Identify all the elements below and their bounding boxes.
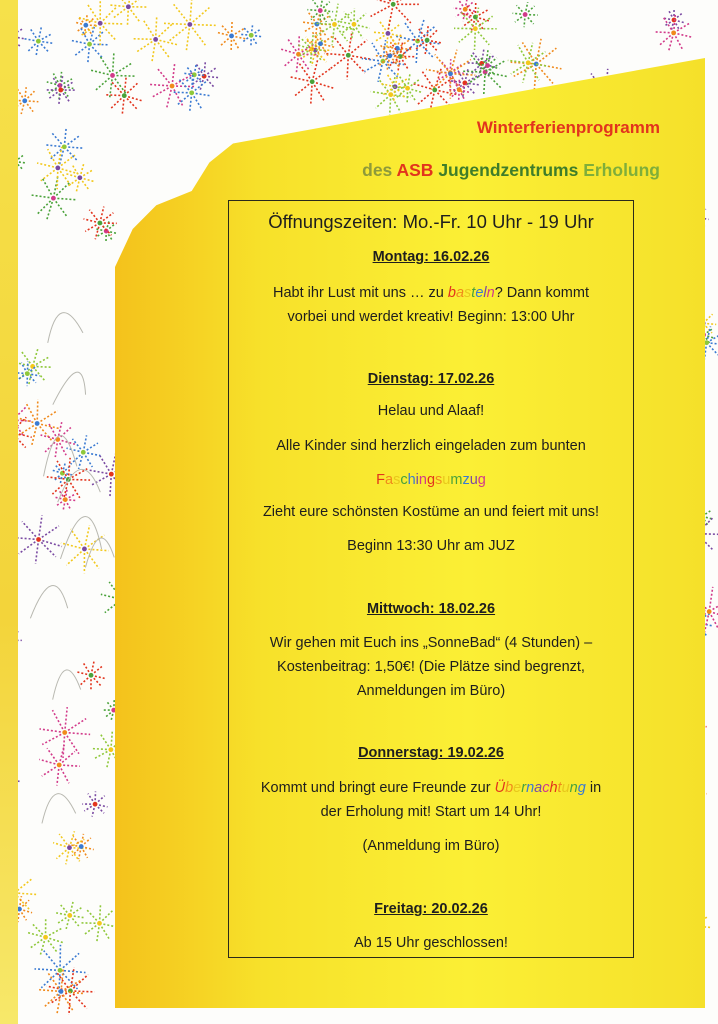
firework-star	[508, 43, 549, 83]
day-heading-monday: Montag: 16.02.26	[372, 249, 490, 265]
firework-star	[110, 0, 147, 25]
firework-star	[34, 945, 85, 996]
sparkler-trail	[53, 372, 86, 405]
thursday-line-3: (Anmeldung im Büro)	[362, 838, 500, 854]
firework-star	[46, 129, 83, 165]
firework-star	[664, 10, 684, 30]
sparkler-trail	[53, 670, 81, 700]
rainbow-word-uebernachtung: Übernachtung	[494, 780, 586, 796]
tuesday-line-1: Helau und Alaaf!	[377, 403, 485, 419]
tuesday-line-3: Zieht eure schönsten Kostüme an und feiert mit uns!	[262, 504, 600, 520]
firework-star	[81, 904, 118, 942]
rainbow-word-basteln: basteln	[447, 285, 495, 301]
sparkler-trail	[30, 585, 67, 618]
firework-star	[31, 176, 75, 219]
wednesday-line-1: Wir gehen mit Euch ins „SonneBad“ (4 Stunden) –	[269, 635, 593, 651]
left-yellow-stripe	[0, 0, 18, 1024]
firework-star	[511, 39, 562, 90]
firework-star	[371, 75, 411, 115]
monday-line-2: vorbei und werdet kreativ! Beginn: 13:00 Uhr	[287, 309, 575, 325]
firework-star	[39, 745, 80, 786]
thursday-line-1: Kommt und bringt eure Freunde zur Übernachtung in	[260, 780, 602, 796]
firework-star	[70, 25, 109, 64]
rainbow-word-faschingsumzug: Faschingsumzug	[376, 472, 486, 488]
schedule-box	[228, 200, 634, 958]
sparkler-trail	[48, 313, 83, 343]
day-heading-tuesday: Dienstag: 17.02.26	[367, 371, 495, 387]
tuesday-line-2: Alle Kinder sind herzlich eingeladen zum bunten	[276, 438, 586, 454]
firework-star	[82, 791, 107, 816]
firework-star	[47, 967, 95, 1015]
firework-star	[133, 16, 178, 62]
day-heading-friday: Freitag: 20.02.26	[374, 901, 488, 917]
firework-star	[38, 968, 84, 1014]
firework-star	[83, 207, 116, 240]
firework-star	[150, 64, 194, 108]
firework-star	[217, 22, 245, 51]
monday-line-1: Habt ihr Lust mit uns … zu basteln? Dann kommt	[273, 285, 589, 301]
firework-star	[14, 515, 62, 564]
firework-star	[454, 8, 497, 50]
firework-star	[467, 49, 496, 78]
firework-star	[369, 0, 419, 29]
tuesday-line-4: Beginn 13:30 Uhr am JUZ	[347, 538, 515, 554]
firework-star	[68, 834, 93, 859]
firework-star	[89, 52, 136, 99]
firework-star	[56, 902, 83, 929]
firework-star	[324, 31, 372, 79]
firework-star	[66, 164, 93, 191]
friday-line-1: Ab 15 Uhr geschlossen!	[354, 935, 508, 951]
firework-star	[462, 49, 508, 95]
firework-star	[307, 0, 333, 23]
opening-hours: Öffnungszeiten: Mo.-Fr. 10 Uhr - 19 Uhr	[268, 211, 594, 232]
program-subtitle: des ASB Jugendzentrums Erholung	[362, 160, 660, 180]
day-heading-wednesday: Mittwoch: 18.02.26	[366, 601, 496, 617]
wednesday-line-2: Kostenbeitrag: 1,50€! (Die Plätze sind begrenzt,	[277, 659, 585, 675]
firework-star	[173, 74, 210, 112]
firework-star	[513, 2, 538, 27]
sparkler-trail	[44, 436, 77, 477]
firework-star	[240, 24, 263, 47]
firework-star	[183, 64, 205, 86]
day-heading-thursday: Donnerstag: 19.02.26	[358, 745, 504, 761]
thursday-line-2: der Erholung mit! Start um 14 Uhr!	[320, 804, 542, 820]
firework-star	[15, 361, 40, 386]
firework-star	[106, 77, 142, 114]
firework-star	[24, 27, 52, 55]
tuesday-faschingsumzug	[235, 468, 627, 492]
firework-star	[66, 435, 100, 469]
firework-star	[297, 34, 327, 65]
wednesday-line-3: Anmeldungen im Büro)	[356, 683, 506, 699]
firework-star	[39, 707, 90, 758]
sparkler-trail	[42, 794, 76, 824]
firework-star	[77, 662, 104, 690]
program-title: Winterferienprogramm	[476, 118, 660, 137]
firework-star	[61, 525, 109, 573]
